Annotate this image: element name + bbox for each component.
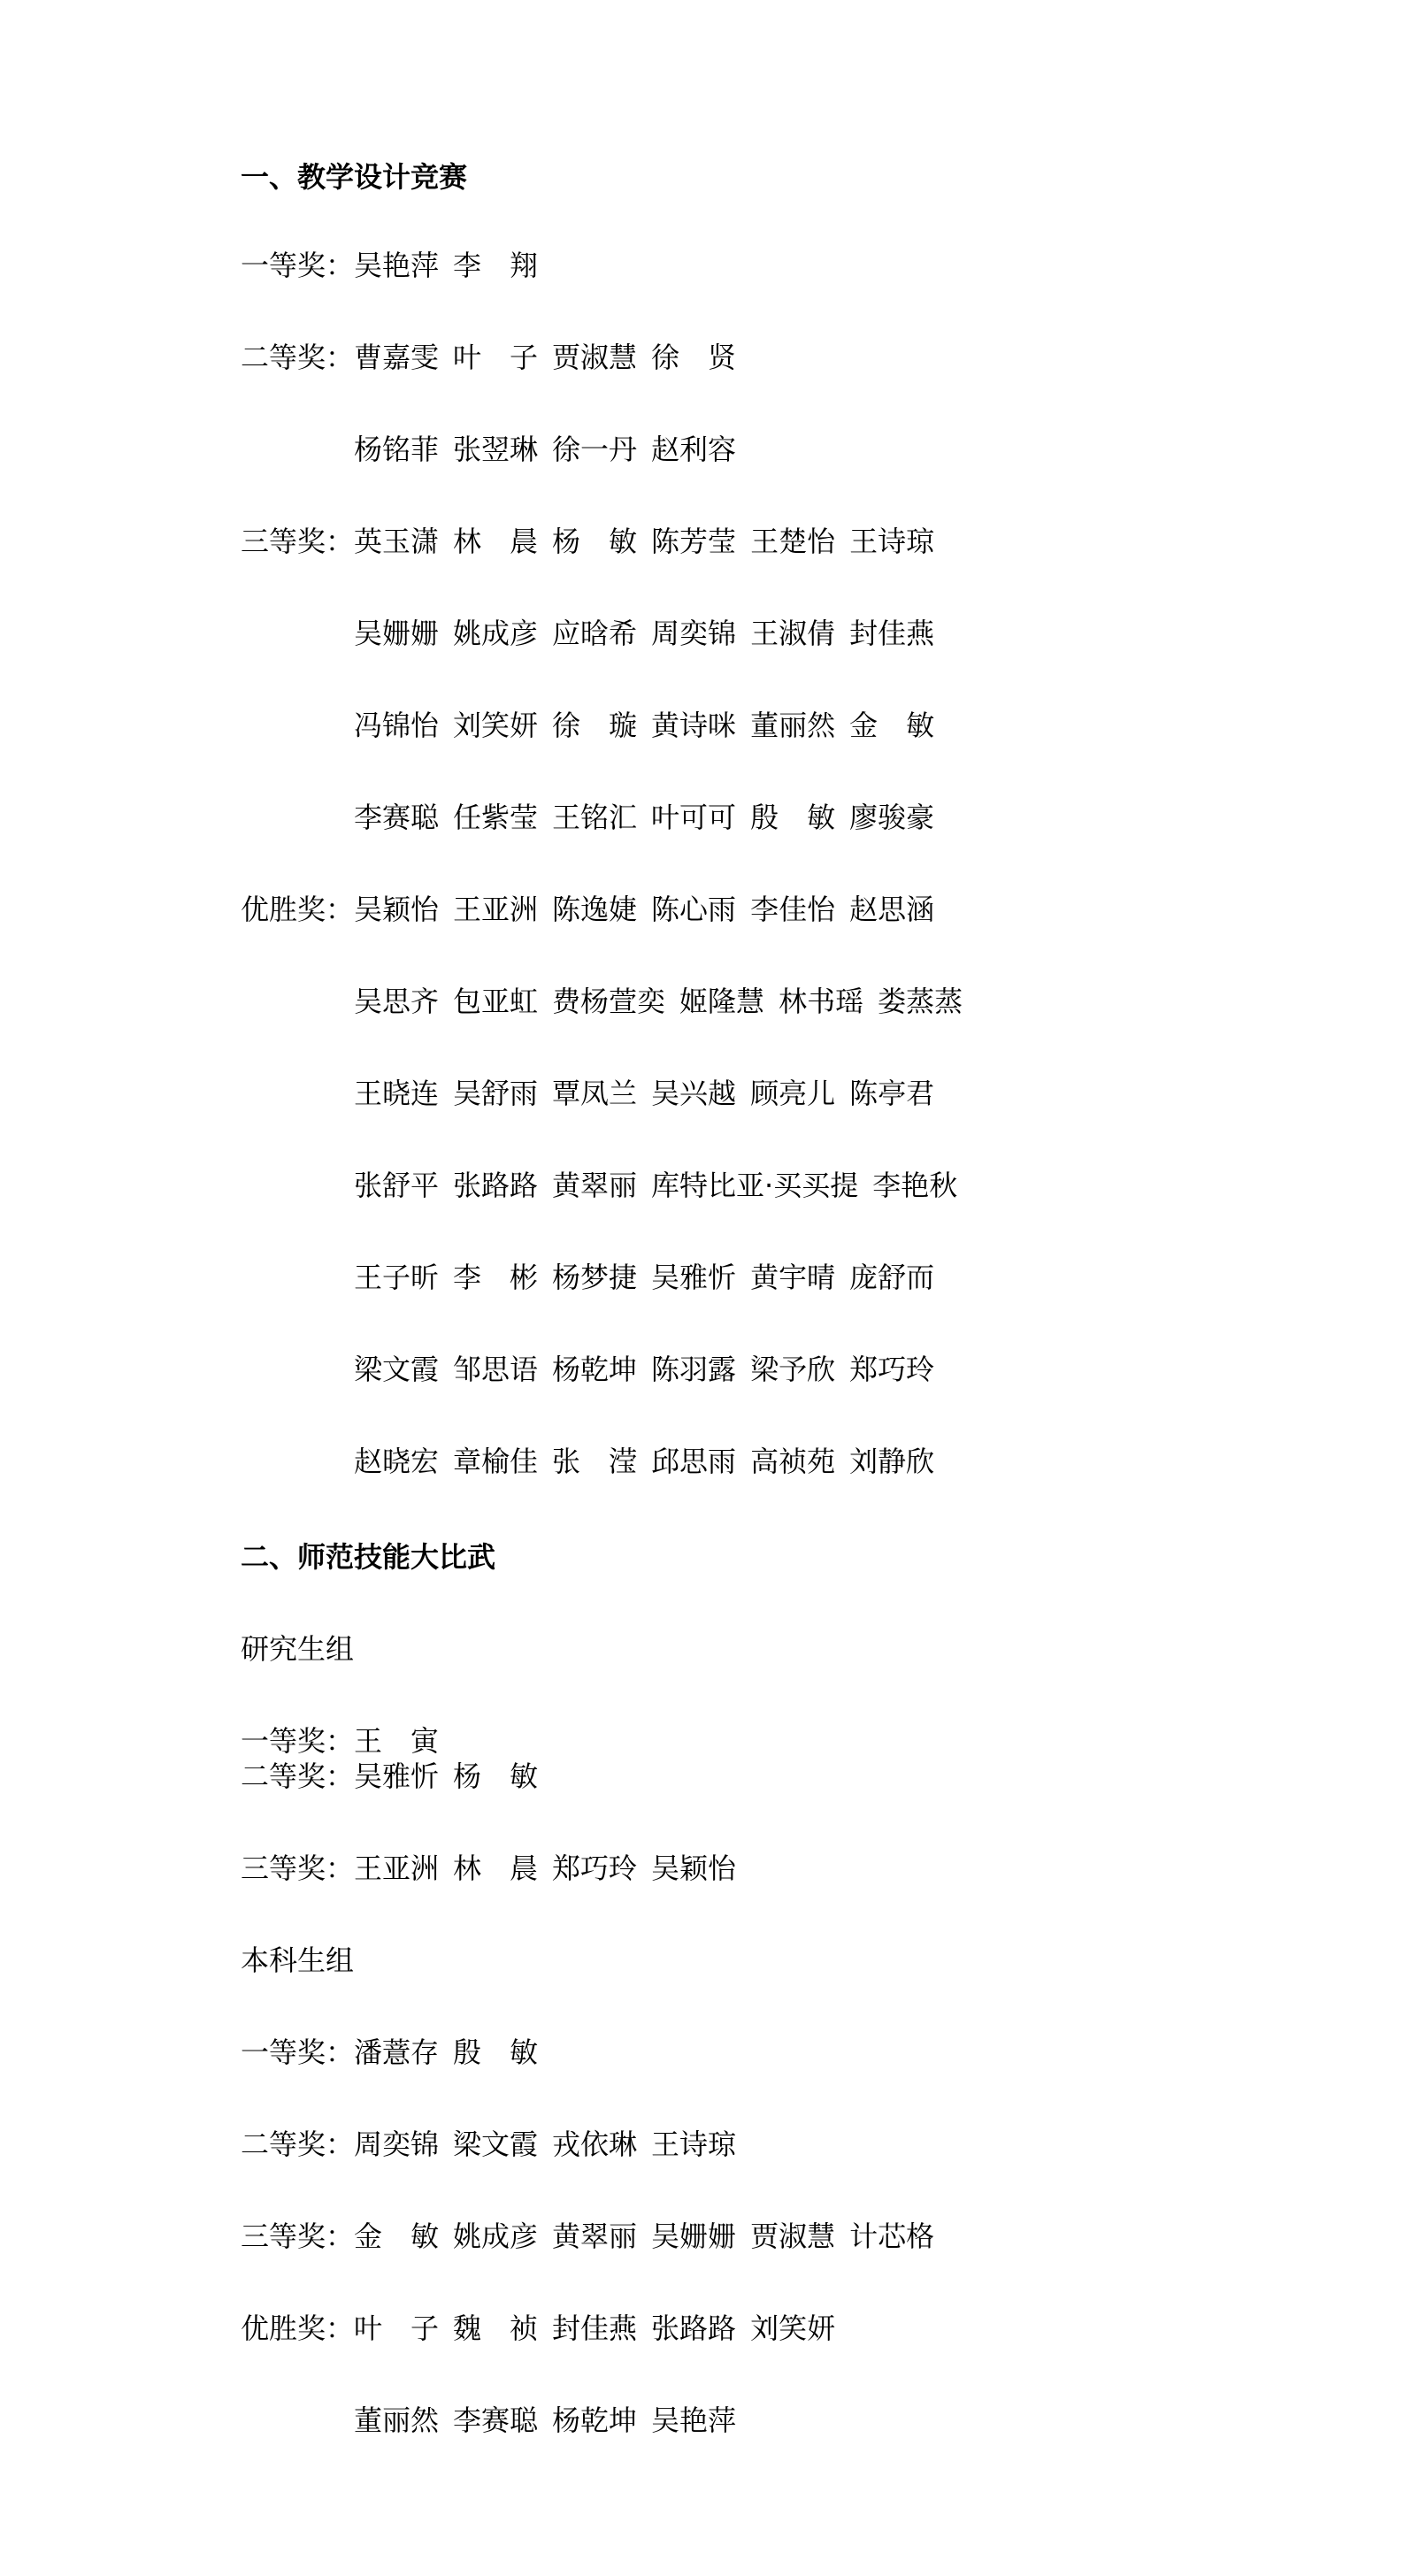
winner-name: 王淑倩 xyxy=(750,617,836,650)
award-row xyxy=(241,428,750,471)
winner-names xyxy=(354,1256,948,1299)
winner-name: 王诗琼 xyxy=(651,2128,737,2161)
winner-name: 张舒平 xyxy=(354,1169,440,1202)
winner-names xyxy=(354,428,750,471)
winner-name: 黄翠丽 xyxy=(552,1169,638,1202)
winner-names xyxy=(354,1847,750,1890)
group-title-text: 本科生组 xyxy=(241,1944,355,1977)
award-label: 优胜奖： xyxy=(241,2312,355,2345)
winner-name: 陈羽露 xyxy=(651,1353,737,1386)
winner-name: 周奕锦 xyxy=(354,2128,440,2161)
award-row xyxy=(241,612,948,655)
winner-name: 吴姗姗 xyxy=(651,2220,737,2253)
winner-name: 赵思涵 xyxy=(849,893,935,926)
winner-name: 计芯格 xyxy=(849,2220,935,2253)
winner-name: 覃凤兰 xyxy=(552,1077,638,1110)
winner-name: 殷 敏 xyxy=(453,2036,539,2069)
winner-name: 林书瑶 xyxy=(779,985,864,1018)
winner-names xyxy=(354,1440,948,1483)
award-row xyxy=(241,244,552,287)
winner-name: 张翌琳 xyxy=(453,433,539,466)
winner-name: 包亚虹 xyxy=(453,985,539,1018)
winner-name: 魏 祯 xyxy=(453,2312,539,2345)
award-label: 三等奖： xyxy=(241,525,355,558)
winner-names xyxy=(354,1164,971,1207)
winner-name: 杨 敏 xyxy=(453,1760,539,1793)
award-label: 二等奖： xyxy=(241,2128,355,2161)
winner-name: 赵晓宏 xyxy=(354,1445,440,1478)
award-row xyxy=(241,2031,552,2074)
winner-name: 冯锦怡 xyxy=(354,709,440,742)
winner-name: 张 滢 xyxy=(552,1445,638,1478)
winner-name: 黄诗咪 xyxy=(651,709,737,742)
winner-name: 吴雅忻 xyxy=(354,1760,440,1793)
winner-name: 张路路 xyxy=(453,1169,539,1202)
award-row xyxy=(241,520,948,563)
winner-name: 姚成彦 xyxy=(453,2220,539,2253)
winner-name: 王晓连 xyxy=(354,1077,440,1110)
winner-name: 林 晨 xyxy=(453,1852,539,1885)
winner-name: 王诗琼 xyxy=(849,525,935,558)
winner-name: 张路路 xyxy=(651,2312,737,2345)
winner-name: 王楚怡 xyxy=(750,525,836,558)
winner-names xyxy=(354,1755,552,1798)
winner-name: 曹嘉雯 xyxy=(354,341,440,374)
award-label: 一等奖： xyxy=(241,249,355,282)
winner-name: 贾淑慧 xyxy=(552,341,638,374)
award-row xyxy=(241,2399,750,2442)
winner-names xyxy=(354,2123,750,2166)
winner-name: 吴颖怡 xyxy=(354,893,440,926)
winner-name: 金 敏 xyxy=(849,709,935,742)
winner-name: 梁文霞 xyxy=(453,2128,539,2161)
award-row xyxy=(241,2215,948,2258)
winner-name: 应晗希 xyxy=(552,617,638,650)
winner-name: 英玉潇 xyxy=(354,525,440,558)
award-row xyxy=(241,1072,948,1115)
group-title xyxy=(241,1628,354,1670)
award-label: 二等奖： xyxy=(241,341,355,374)
winner-names xyxy=(354,612,948,655)
winner-name: 郑巧玲 xyxy=(552,1852,638,1885)
award-row xyxy=(241,1847,750,1890)
section-heading-text: 二、师范技能大比武 xyxy=(241,1540,496,1574)
winner-name: 陈芳莹 xyxy=(651,525,737,558)
section-heading-1 xyxy=(241,156,467,198)
winner-name: 李 翔 xyxy=(453,249,539,282)
award-label: 二等奖： xyxy=(241,1760,355,1793)
winner-name: 董丽然 xyxy=(750,709,836,742)
winner-name: 梁予欣 xyxy=(750,1353,836,1386)
winner-name: 王亚洲 xyxy=(354,1852,440,1885)
winner-name: 殷 敏 xyxy=(750,801,836,834)
winner-names xyxy=(354,2399,750,2442)
winner-name: 吴雅忻 xyxy=(651,1261,737,1294)
winner-name: 徐 贤 xyxy=(651,341,737,374)
winner-name: 贾淑慧 xyxy=(750,2220,836,2253)
award-row xyxy=(241,888,948,931)
winner-name: 陈心雨 xyxy=(651,893,737,926)
winner-name: 杨乾坤 xyxy=(552,2404,638,2437)
winner-name: 李赛聪 xyxy=(354,801,440,834)
winner-names xyxy=(354,2307,849,2350)
winner-name: 王铭汇 xyxy=(552,801,638,834)
winner-name: 高祯苑 xyxy=(750,1445,836,1478)
winner-name: 郑巧玲 xyxy=(849,1353,935,1386)
winner-name: 周奕锦 xyxy=(651,617,737,650)
award-row xyxy=(241,336,750,379)
winner-name: 李艳秋 xyxy=(872,1169,958,1202)
award-label: 三等奖： xyxy=(241,1852,355,1885)
winner-names xyxy=(354,336,750,379)
winner-name: 任紫莹 xyxy=(453,801,539,834)
winner-name: 李佳怡 xyxy=(750,893,836,926)
winner-name: 吴思齐 xyxy=(354,985,440,1018)
winner-name: 封佳燕 xyxy=(552,2312,638,2345)
winner-name: 廖骏豪 xyxy=(849,801,935,834)
winner-names xyxy=(354,1072,948,1115)
winner-names xyxy=(354,796,948,839)
award-row xyxy=(241,1440,948,1483)
award-label: 一等奖： xyxy=(241,2036,355,2069)
section-heading-text: 一、教学设计竞赛 xyxy=(241,160,468,194)
winner-name: 顾亮儿 xyxy=(750,1077,836,1110)
winner-name: 姚成彦 xyxy=(453,617,539,650)
winner-name: 刘笑妍 xyxy=(453,709,539,742)
winner-name: 杨铭菲 xyxy=(354,433,440,466)
award-row xyxy=(241,1348,948,1391)
winner-name: 刘笑妍 xyxy=(750,2312,836,2345)
winner-name: 陈亭君 xyxy=(849,1077,935,1110)
award-row xyxy=(241,2123,750,2166)
winner-name: 吴艳萍 xyxy=(651,2404,737,2437)
winner-name: 吴舒雨 xyxy=(453,1077,539,1110)
winner-names xyxy=(354,1348,948,1391)
group-title-text: 研究生组 xyxy=(241,1632,355,1666)
winner-name: 黄宇晴 xyxy=(750,1261,836,1294)
winner-name: 吴颖怡 xyxy=(651,1852,737,1885)
winner-name: 陈逸婕 xyxy=(552,893,638,926)
group-title xyxy=(241,1939,354,1982)
winner-name: 叶 子 xyxy=(354,2312,440,2345)
winner-names xyxy=(354,244,552,287)
award-row xyxy=(241,1256,948,1299)
winner-name: 林 晨 xyxy=(453,525,539,558)
winner-name: 姬隆慧 xyxy=(679,985,765,1018)
winner-names xyxy=(354,980,977,1023)
winner-name: 李 彬 xyxy=(453,1261,539,1294)
award-row xyxy=(241,1755,552,1798)
winner-names xyxy=(354,888,948,931)
winner-name: 王亚洲 xyxy=(453,893,539,926)
section-heading-2 xyxy=(241,1536,495,1578)
winner-name: 杨梦捷 xyxy=(552,1261,638,1294)
award-row xyxy=(241,704,948,747)
winner-name: 邹思语 xyxy=(453,1353,539,1386)
award-label: 优胜奖： xyxy=(241,893,355,926)
winner-name: 金 敏 xyxy=(354,2220,440,2253)
winner-name: 庞舒而 xyxy=(849,1261,935,1294)
winner-name: 潘薏存 xyxy=(354,2036,440,2069)
winner-name: 赵利容 xyxy=(651,433,737,466)
winner-name: 黄翠丽 xyxy=(552,2220,638,2253)
winner-name: 李赛聪 xyxy=(453,2404,539,2437)
award-label: 三等奖： xyxy=(241,2220,355,2253)
award-row xyxy=(241,980,977,1023)
winner-name: 戎依琳 xyxy=(552,2128,638,2161)
winner-name: 娄蒸蒸 xyxy=(878,985,963,1018)
winner-name: 封佳燕 xyxy=(849,617,935,650)
winner-name: 徐一丹 xyxy=(552,433,638,466)
award-row xyxy=(241,796,948,839)
winner-names xyxy=(354,704,948,747)
winner-name: 徐 璇 xyxy=(552,709,638,742)
winner-name: 王子昕 xyxy=(354,1261,440,1294)
winner-name: 吴姗姗 xyxy=(354,617,440,650)
winner-name: 梁文霞 xyxy=(354,1353,440,1386)
award-row xyxy=(241,1164,971,1207)
winner-names xyxy=(354,2215,948,2258)
award-label: 一等奖： xyxy=(241,1724,355,1758)
winner-name: 刘静欣 xyxy=(849,1445,935,1478)
winner-name: 董丽然 xyxy=(354,2404,440,2437)
winner-name: 王 寅 xyxy=(354,1724,440,1758)
award-row xyxy=(241,2307,849,2350)
winner-name: 库特比亚·买买提 xyxy=(651,1169,859,1202)
winner-names xyxy=(354,520,948,563)
winner-name: 吴艳萍 xyxy=(354,249,440,282)
winner-names xyxy=(354,2031,552,2074)
winner-name: 杨乾坤 xyxy=(552,1353,638,1386)
winner-name: 邱思雨 xyxy=(651,1445,737,1478)
winner-name: 叶可可 xyxy=(651,801,737,834)
winner-name: 杨 敏 xyxy=(552,525,638,558)
winner-name: 章榆佳 xyxy=(453,1445,539,1478)
winner-name: 费杨萱奕 xyxy=(552,985,666,1018)
winner-name: 吴兴越 xyxy=(651,1077,737,1110)
winner-name: 叶 子 xyxy=(453,341,539,374)
